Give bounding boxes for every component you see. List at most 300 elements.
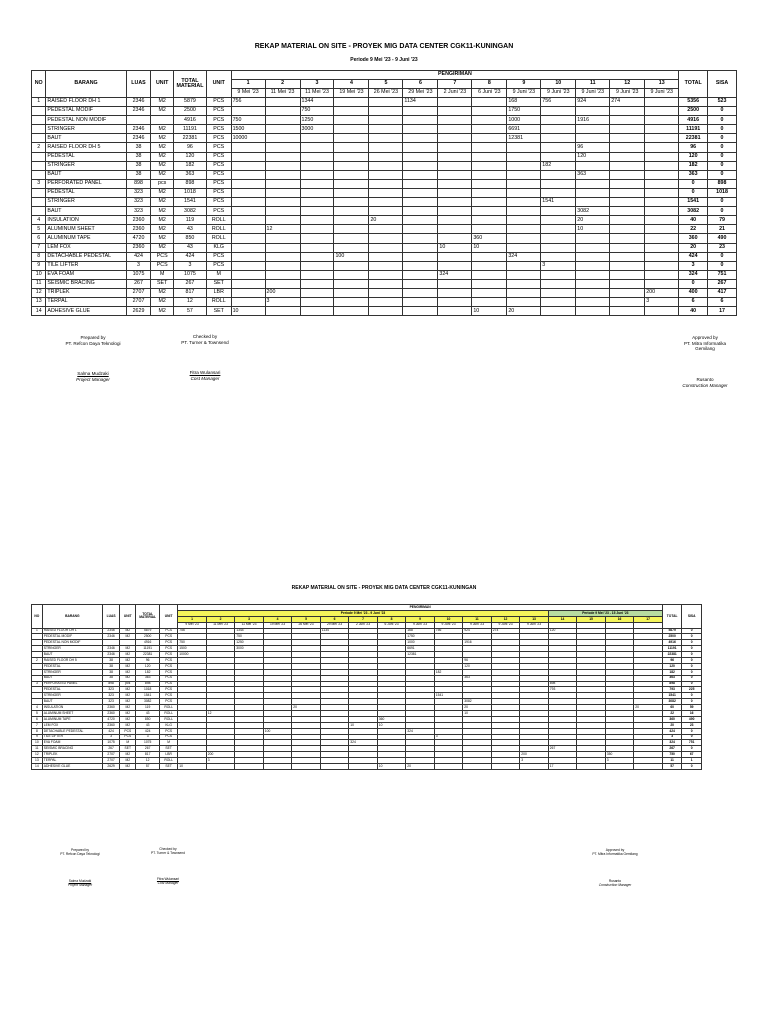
table-cell: 6 <box>32 234 46 243</box>
table-cell <box>32 188 46 197</box>
p2-header-total-material: TOTAL MATERIAL <box>136 605 160 629</box>
table-cell <box>231 188 265 197</box>
table-cell: PCS <box>206 107 231 116</box>
item-name: SEISMIC BRACING <box>42 746 102 752</box>
table-cell <box>265 188 300 197</box>
p2-prepared-role: Project Manager <box>67 883 93 888</box>
table-cell: 3 <box>136 734 160 740</box>
table-cell: 12 <box>206 711 235 717</box>
table-cell <box>265 198 300 207</box>
table-cell: 182 <box>173 161 206 170</box>
table-cell <box>126 116 151 125</box>
table-cell <box>472 279 507 288</box>
table-cell <box>300 170 334 179</box>
table-cell <box>403 152 438 161</box>
table-cell: 12 <box>32 288 46 297</box>
p2-checked-name: Fitra Wulansari <box>156 877 180 881</box>
table-cell <box>541 125 576 134</box>
table-cell: 6 <box>32 716 43 722</box>
table-cell <box>645 243 679 252</box>
table-row <box>32 270 737 279</box>
table-cell: 43 <box>136 711 160 717</box>
table-cell <box>507 279 541 288</box>
sisa-cell: 0 <box>708 116 737 125</box>
table-cell: 424 <box>103 728 120 734</box>
table-cell <box>610 307 645 316</box>
total-cell: 22381 <box>679 134 708 143</box>
table-cell: 182 <box>136 669 160 675</box>
table-cell: 424 <box>173 252 206 261</box>
table-cell: 38 <box>126 143 151 152</box>
table-cell <box>472 198 507 207</box>
table-cell <box>507 261 541 270</box>
total-cell: 3082 <box>662 699 681 705</box>
table-cell <box>610 279 645 288</box>
table-row <box>32 179 737 188</box>
table-cell <box>32 116 46 125</box>
table-cell: SET <box>206 279 231 288</box>
table-cell: 323 <box>126 198 151 207</box>
total-cell: 2500 <box>679 107 708 116</box>
table-cell <box>369 179 403 188</box>
table-cell <box>645 170 679 179</box>
table-cell: PCS <box>160 640 178 646</box>
table-cell <box>369 261 403 270</box>
p2-approved-name: Rusanto <box>608 879 622 883</box>
table-cell: 850 <box>173 234 206 243</box>
table-cell: 3 <box>32 681 43 687</box>
total-cell: 40 <box>679 216 708 225</box>
table-cell: LBR <box>206 288 231 297</box>
table-row <box>32 98 737 107</box>
table-cell: 363 <box>463 675 492 681</box>
item-name: PEDESTAL <box>42 687 102 693</box>
table-cell <box>32 107 46 116</box>
table-cell <box>231 161 265 170</box>
table-cell: PCS <box>160 734 178 740</box>
table-cell <box>231 279 265 288</box>
table-cell <box>231 152 265 161</box>
table-cell <box>472 116 507 125</box>
total-cell: 182 <box>679 161 708 170</box>
table-cell <box>463 764 492 770</box>
table-cell: 1134 <box>403 98 438 107</box>
table-cell: 10000 <box>231 134 265 143</box>
table-cell <box>438 279 472 288</box>
table-cell: 11 <box>32 746 43 752</box>
table-cell <box>472 261 507 270</box>
table-cell: M2 <box>120 675 136 681</box>
table-cell <box>645 252 679 261</box>
table-row <box>32 307 737 316</box>
table-cell: 11191 <box>173 125 206 134</box>
table-cell: 3082 <box>576 207 610 216</box>
sisa-cell: 0 <box>682 693 702 699</box>
table-cell: M2 <box>151 161 174 170</box>
item-name: TILE LIFTER <box>46 261 126 270</box>
total-cell: 5356 <box>679 98 708 107</box>
item-name: BAUT <box>42 675 102 681</box>
p2-header-pengiriman: PENGIRIMAN <box>178 605 663 611</box>
table-cell <box>265 216 300 225</box>
sisa-cell: 417 <box>708 288 737 297</box>
table-cell <box>369 234 403 243</box>
item-name: BAUT <box>46 170 126 179</box>
table-cell <box>231 216 265 225</box>
table-cell <box>610 116 645 125</box>
table-cell: PCS <box>160 699 178 705</box>
delivery-day-number: 9 <box>507 80 541 89</box>
table-cell: M2 <box>151 98 174 107</box>
item-name: ADHESIVE GLUE <box>46 307 126 316</box>
total-cell: 363 <box>662 675 681 681</box>
table-cell <box>438 288 472 297</box>
table-cell <box>334 279 369 288</box>
table-cell <box>610 225 645 234</box>
table-cell: 5 <box>32 225 46 234</box>
table-cell: 3 <box>173 261 206 270</box>
table-cell: M2 <box>151 207 174 216</box>
table-cell <box>334 116 369 125</box>
table-cell: 924 <box>576 98 610 107</box>
table-cell <box>472 179 507 188</box>
delivery-day-number: 10 <box>541 80 576 89</box>
table-cell: 43 <box>173 243 206 252</box>
p2-approved-role: Construction Manager <box>598 883 632 888</box>
table-cell <box>334 216 369 225</box>
sisa-cell: 1018 <box>708 188 737 197</box>
table-cell <box>438 107 472 116</box>
table-cell <box>403 243 438 252</box>
delivery-day-number: 5 <box>292 616 321 622</box>
table-cell: PCS <box>206 170 231 179</box>
table-cell <box>403 270 438 279</box>
table-cell <box>576 270 610 279</box>
table-cell <box>300 234 334 243</box>
table-cell: 200 <box>520 752 549 758</box>
table-cell: 182 <box>434 669 463 675</box>
table-cell <box>576 188 610 197</box>
table-cell: 2629 <box>103 764 120 770</box>
table-cell <box>403 307 438 316</box>
sisa-cell: 0 <box>682 764 702 770</box>
item-name: PEDESTAL MODIF <box>42 634 102 640</box>
table-cell <box>645 279 679 288</box>
table-cell: 1541 <box>541 198 576 207</box>
table-cell <box>300 298 334 307</box>
sisa-cell: 898 <box>708 179 737 188</box>
table-cell: 38 <box>103 669 120 675</box>
item-name: STRINGER <box>42 646 102 652</box>
table-cell: 1018 <box>136 687 160 693</box>
table-cell: 2360 <box>103 705 120 711</box>
table-cell: 1916 <box>463 640 492 646</box>
table-cell <box>403 188 438 197</box>
table-cell: 96 <box>173 143 206 152</box>
table-cell <box>610 252 645 261</box>
table-cell <box>334 234 369 243</box>
table-cell <box>541 134 576 143</box>
table-cell: 22381 <box>136 652 160 658</box>
table-cell: M2 <box>151 243 174 252</box>
table-cell <box>334 261 369 270</box>
table-cell: 1541 <box>434 693 463 699</box>
table-cell <box>507 288 541 297</box>
table-row <box>32 152 737 161</box>
table-cell <box>438 116 472 125</box>
table-cell: M2 <box>120 711 136 717</box>
table-cell <box>369 143 403 152</box>
table-cell: M2 <box>120 758 136 764</box>
table-cell: 1075 <box>126 270 151 279</box>
p2-checked-role: Cost Manager <box>157 881 179 886</box>
table-cell <box>231 243 265 252</box>
table-cell: 2707 <box>126 298 151 307</box>
item-name: BAUT <box>46 207 126 216</box>
total-cell: 22 <box>662 711 681 717</box>
sisa-cell: 490 <box>708 234 737 243</box>
table-cell: M2 <box>120 699 136 705</box>
table-cell <box>507 198 541 207</box>
table-cell <box>231 143 265 152</box>
table-cell <box>300 143 334 152</box>
table-cell <box>541 252 576 261</box>
table-cell <box>300 207 334 216</box>
table-cell <box>369 170 403 179</box>
sisa-cell: 0 <box>708 161 737 170</box>
delivery-day-number: 8 <box>472 80 507 89</box>
item-name: TERPAL <box>46 298 126 307</box>
table-cell <box>645 107 679 116</box>
table-cell <box>472 216 507 225</box>
table-cell: 9 <box>32 734 43 740</box>
table-cell <box>610 216 645 225</box>
table-cell <box>265 161 300 170</box>
table-cell <box>403 207 438 216</box>
table-row <box>32 261 737 270</box>
sisa-cell: 267 <box>708 279 737 288</box>
header-luas: LUAS <box>126 71 151 98</box>
table-cell <box>645 116 679 125</box>
table-cell <box>541 288 576 297</box>
table-cell: 323 <box>103 687 120 693</box>
sisa-cell: 490 <box>682 716 702 722</box>
table-cell: 14 <box>32 307 46 316</box>
table-cell: PCS <box>160 652 178 658</box>
table-cell <box>541 243 576 252</box>
table-cell <box>541 188 576 197</box>
table-cell: PCS <box>206 125 231 134</box>
table-cell: 10 <box>231 307 265 316</box>
table-cell: 756 <box>231 98 265 107</box>
delivery-day-number: 6 <box>320 616 349 622</box>
item-name: LEM FOX <box>46 243 126 252</box>
table-cell <box>403 125 438 134</box>
table-cell <box>576 161 610 170</box>
sisa-cell: 79 <box>708 216 737 225</box>
total-cell: 363 <box>679 170 708 179</box>
p2-prepared-label: Prepared by <box>71 848 89 852</box>
table-cell: PCS <box>206 179 231 188</box>
sisa-cell: 59 <box>682 705 702 711</box>
table-cell <box>541 270 576 279</box>
checked-company: PT. Turner & Townsend <box>181 339 229 345</box>
table-cell <box>231 261 265 270</box>
table-cell <box>472 161 507 170</box>
table-cell: PCS <box>160 634 178 640</box>
table-cell <box>576 307 610 316</box>
table-cell: 4 <box>32 705 43 711</box>
delivery-day-number: 2 <box>265 80 300 89</box>
table-cell <box>438 198 472 207</box>
table-row <box>32 225 737 234</box>
table-cell <box>610 243 645 252</box>
table-cell <box>265 252 300 261</box>
table-cell <box>403 170 438 179</box>
table-cell: PCS <box>160 658 178 664</box>
table-cell: 4916 <box>136 640 160 646</box>
p2-prepared-name: Salma Mudzaki <box>68 879 92 883</box>
table-cell <box>369 288 403 297</box>
table-cell <box>438 252 472 261</box>
checked-name: Fitra Wulansari <box>189 370 221 375</box>
table-cell: 1 <box>32 98 46 107</box>
table-cell: 1500 <box>178 646 207 652</box>
prepared-label: Prepared by <box>80 335 106 340</box>
table-cell: PCS <box>160 681 178 687</box>
table-cell <box>507 270 541 279</box>
item-name: PEDESTAL <box>46 152 126 161</box>
table-cell: 3 <box>605 758 634 764</box>
sisa-cell: 6 <box>708 298 737 307</box>
table-cell <box>577 764 606 770</box>
table-cell: ROLL <box>206 225 231 234</box>
table-cell: 200 <box>265 288 300 297</box>
table-row <box>32 764 702 770</box>
table-cell <box>231 179 265 188</box>
table-cell <box>541 234 576 243</box>
delivery-date: 11 Mei '23 <box>265 89 300 98</box>
delivery-day-number: 3 <box>235 616 264 622</box>
delivery-date: 19 Mei '23 <box>334 89 369 98</box>
table-cell <box>541 207 576 216</box>
table-cell: 10 <box>377 764 406 770</box>
table-cell: 3 <box>103 734 120 740</box>
table-cell: 324 <box>406 728 435 734</box>
table-cell: 2360 <box>126 243 151 252</box>
delivery-day-number: 6 <box>403 80 438 89</box>
table-cell: 267 <box>126 279 151 288</box>
table-cell <box>541 107 576 116</box>
sisa-cell: 751 <box>682 740 702 746</box>
table-cell <box>334 98 369 107</box>
table-row <box>32 298 737 307</box>
item-name: LEM FOX <box>42 722 102 728</box>
table-cell <box>334 125 369 134</box>
table-cell: 8 <box>32 252 46 261</box>
table-cell <box>263 764 292 770</box>
table-cell: 324 <box>438 270 472 279</box>
table-cell: 2346 <box>126 125 151 134</box>
delivery-date: 9 Juni '23 <box>463 622 492 628</box>
table-cell <box>472 170 507 179</box>
delivery-day-number: 4 <box>263 616 292 622</box>
table-cell <box>334 188 369 197</box>
header-total: TOTAL <box>679 71 708 98</box>
table-cell <box>32 198 46 207</box>
delivery-date: 2 Juni '23 <box>438 89 472 98</box>
table-cell <box>472 125 507 134</box>
total-cell: 120 <box>662 663 681 669</box>
table-cell: 323 <box>126 188 151 197</box>
table-cell: 4720 <box>126 234 151 243</box>
table-cell <box>369 307 403 316</box>
delivery-date: 9 Mei '23 <box>178 622 207 628</box>
table-cell <box>334 307 369 316</box>
table-cell: SET <box>206 307 231 316</box>
table-cell <box>265 261 300 270</box>
table-cell <box>369 225 403 234</box>
table-cell: M2 <box>120 652 136 658</box>
table-cell: KLG <box>206 243 231 252</box>
table-cell: PCS <box>206 198 231 207</box>
header-sisa: SISA <box>708 71 737 98</box>
total-cell: 5879 <box>662 628 681 634</box>
table-cell <box>610 234 645 243</box>
table-cell: 7 <box>32 243 46 252</box>
table-cell <box>206 764 235 770</box>
table-cell: 267 <box>548 746 577 752</box>
item-name: ALUMINUM TAPE <box>46 234 126 243</box>
sisa-cell: 0 <box>682 734 702 740</box>
table-cell: ROLL <box>206 216 231 225</box>
table-cell: 1541 <box>136 693 160 699</box>
table-cell: 363 <box>136 675 160 681</box>
table-cell: 43 <box>173 225 206 234</box>
table-cell <box>403 252 438 261</box>
sisa-cell: 0 <box>682 699 702 705</box>
item-name: TERPAL <box>42 758 102 764</box>
table-cell <box>645 234 679 243</box>
table-cell: 5879 <box>173 98 206 107</box>
table-cell <box>231 270 265 279</box>
table-cell: 3000 <box>300 125 334 134</box>
sisa-cell: 1 <box>682 758 702 764</box>
table-cell: 22381 <box>173 134 206 143</box>
item-name: ADHESIVE GLUE <box>42 764 102 770</box>
item-name: BAUT <box>46 134 126 143</box>
sisa-cell: 0 <box>682 675 702 681</box>
table-cell <box>334 243 369 252</box>
table-cell: 2707 <box>103 752 120 758</box>
item-name: RAISED FLOOR DH 5 <box>42 658 102 664</box>
table-cell <box>369 298 403 307</box>
table-cell: 850 <box>136 716 160 722</box>
table-cell <box>349 764 378 770</box>
table-cell: 4720 <box>103 716 120 722</box>
table-cell: 1000 <box>406 640 435 646</box>
table-cell <box>438 143 472 152</box>
sisa-cell: 0 <box>708 261 737 270</box>
table-cell: 323 <box>126 207 151 216</box>
prepared-company: PT. Refcon Daya Teknologi <box>65 340 121 346</box>
table-cell <box>610 179 645 188</box>
sisa-cell: 23 <box>708 243 737 252</box>
sisa-cell: 0 <box>708 198 737 207</box>
item-name: ALUMINUM TAPE <box>42 716 102 722</box>
table-cell <box>32 161 46 170</box>
item-name: STRINGER <box>42 693 102 699</box>
